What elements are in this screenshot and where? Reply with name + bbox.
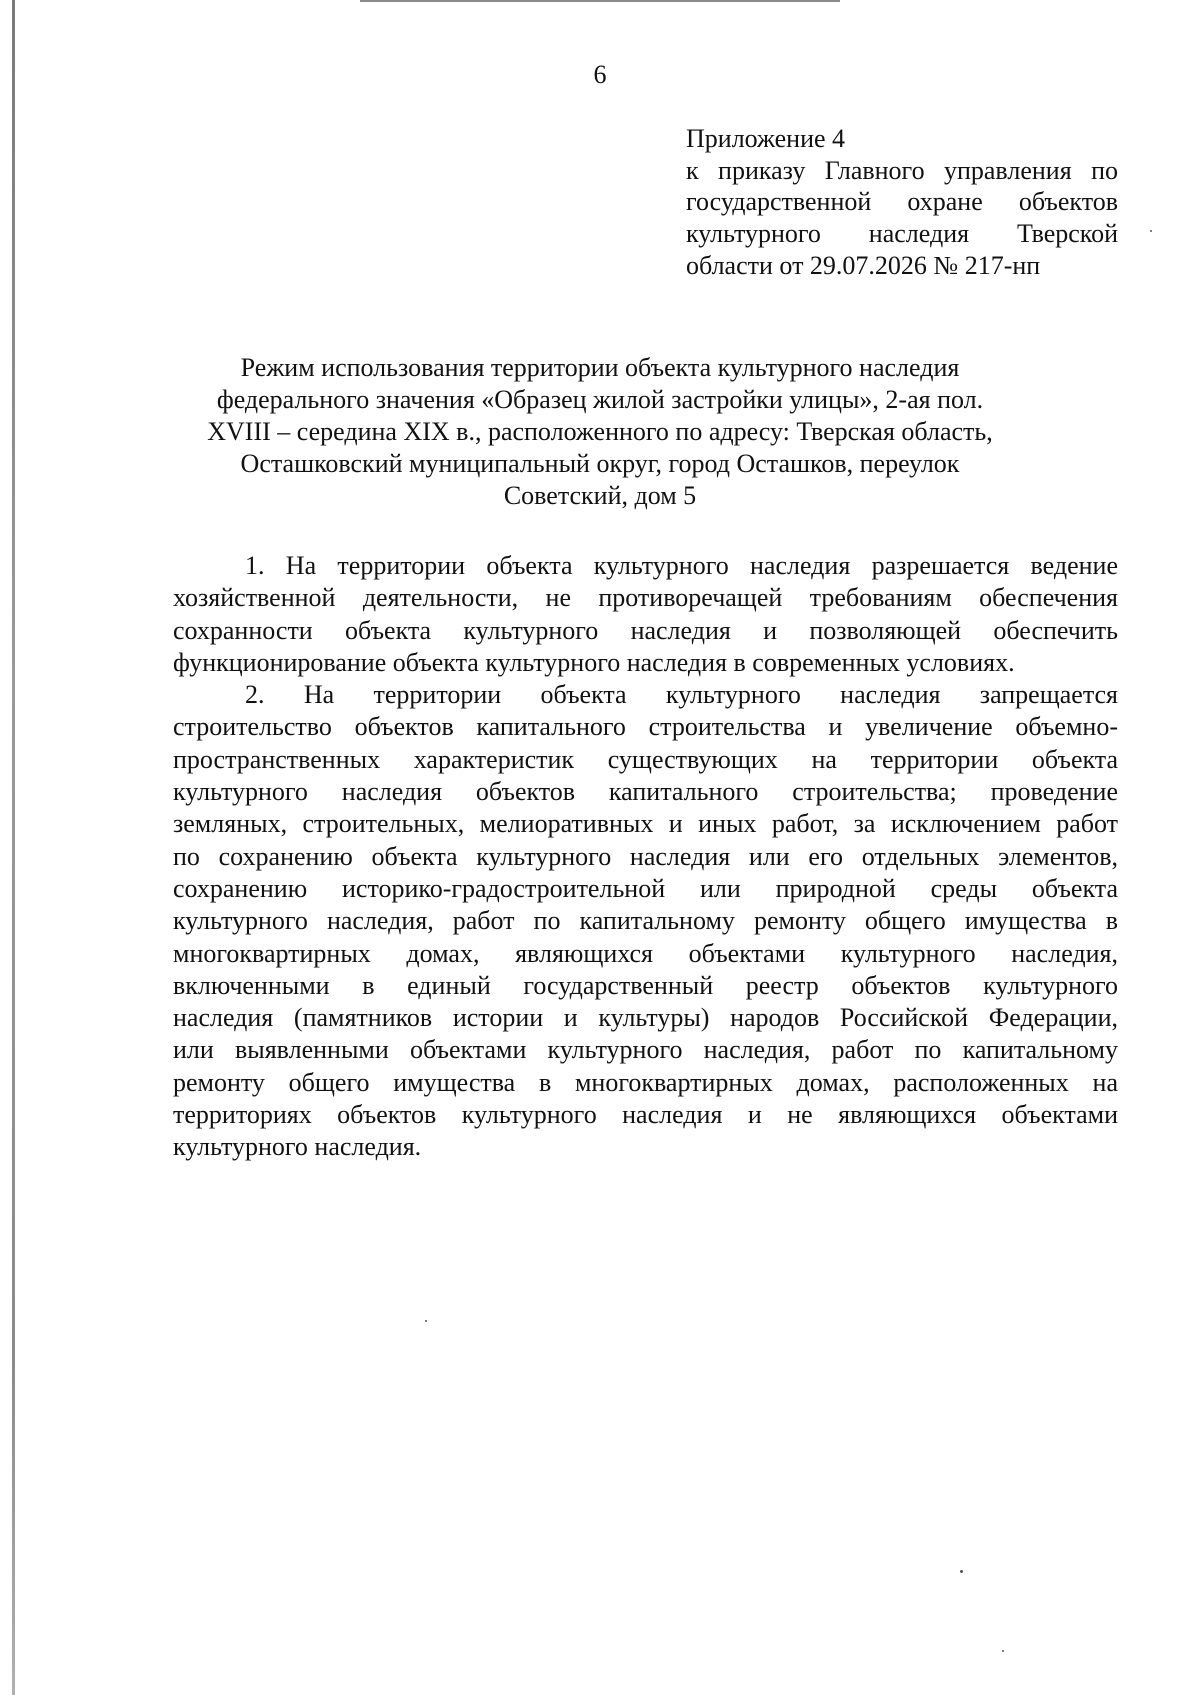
paragraph-line: сохранению историко-градостроительной или природной среды объекта (173, 873, 1118, 903)
paragraph-1 (173, 550, 1118, 679)
paragraph-line: строительство объектов капитального строительства и увеличение объемно- (173, 712, 1118, 742)
appendix-line: государственной охране объектов (686, 187, 1118, 217)
scan-speck (425, 1320, 427, 1322)
title-line: федерального значения «Образец жилой застройки улицы», 2-ая пол. (216, 385, 984, 414)
appendix-line: культурного наследия Тверской (686, 219, 1118, 249)
scan-speck (960, 1570, 963, 1573)
scan-speck (1150, 230, 1152, 232)
paragraph-line: 1. На территории объекта культурного наследия разрешается ведение (245, 551, 1118, 580)
paragraph-line: ремонту общего имущества в многоквартирных домах, расположенных на (173, 1067, 1118, 1097)
appendix-line: к приказу Главного управления по (686, 155, 1118, 185)
paragraph-line: культурного наследия, работ по капитальному ремонту общего имущества в (173, 906, 1118, 936)
paragraph-line: функционирование объекта культурного наследия в современных условиях. (173, 647, 1015, 677)
paragraph-line: или выявленными объектами культурного наследия, работ по капитальному (173, 1035, 1118, 1065)
paragraph-line: культурного наследия объектов капитального строительства; проведение (173, 777, 1118, 807)
paragraph-line: по сохранению объекта культурного наследия или его отдельных элементов, (173, 841, 1118, 871)
appendix-line: Приложение 4 (686, 124, 846, 153)
document-body (173, 550, 1118, 1164)
paragraph-line: территориях объектов культурного наследия и не являющихся объектами (173, 1100, 1118, 1130)
appendix-header (686, 123, 1118, 282)
scan-speck (1002, 1650, 1004, 1652)
paragraph-line: включенными в единый государственный реестр объектов культурного (173, 970, 1118, 1000)
title-line: Советский, дом 5 (503, 481, 697, 510)
document-title (150, 352, 1050, 512)
paragraph-2 (173, 679, 1118, 1163)
title-line: XVIII – середина XIX в., расположенного по адресу: Тверская область, (207, 417, 993, 446)
paragraph-line: земляных, строительных, мелиоративных и иных работ, за исключением работ (173, 809, 1118, 839)
paragraph-line: культурного наследия. (173, 1132, 422, 1162)
page-number: 6 (593, 60, 607, 89)
title-line: Режим использования территории объекта культурного наследия (240, 353, 960, 382)
scan-left-edge (12, 0, 15, 1695)
paragraph-line: сохранности объекта культурного наследия и позволяющей обеспечить (173, 615, 1118, 645)
paragraph-line: 2. На территории объекта культурного наследия запрещается (245, 680, 1118, 710)
appendix-line: области от 29.07.2026 № 217-нп (686, 250, 1041, 280)
paragraph-line: пространственных характеристик существующих на территории объекта (173, 744, 1118, 774)
scan-top-edge (360, 0, 840, 2)
paragraph-line: наследия (памятников истории и культуры) народов Российской Федерации, (173, 1003, 1118, 1033)
title-line: Осташковский муниципальный округ, город Осташков, переулок (240, 449, 960, 478)
paragraph-line: многоквартирных домах, являющихся объектами культурного наследия, (173, 938, 1118, 968)
paragraph-line: хозяйственной деятельности, не противоречащей требованиям обеспечения (173, 583, 1118, 613)
